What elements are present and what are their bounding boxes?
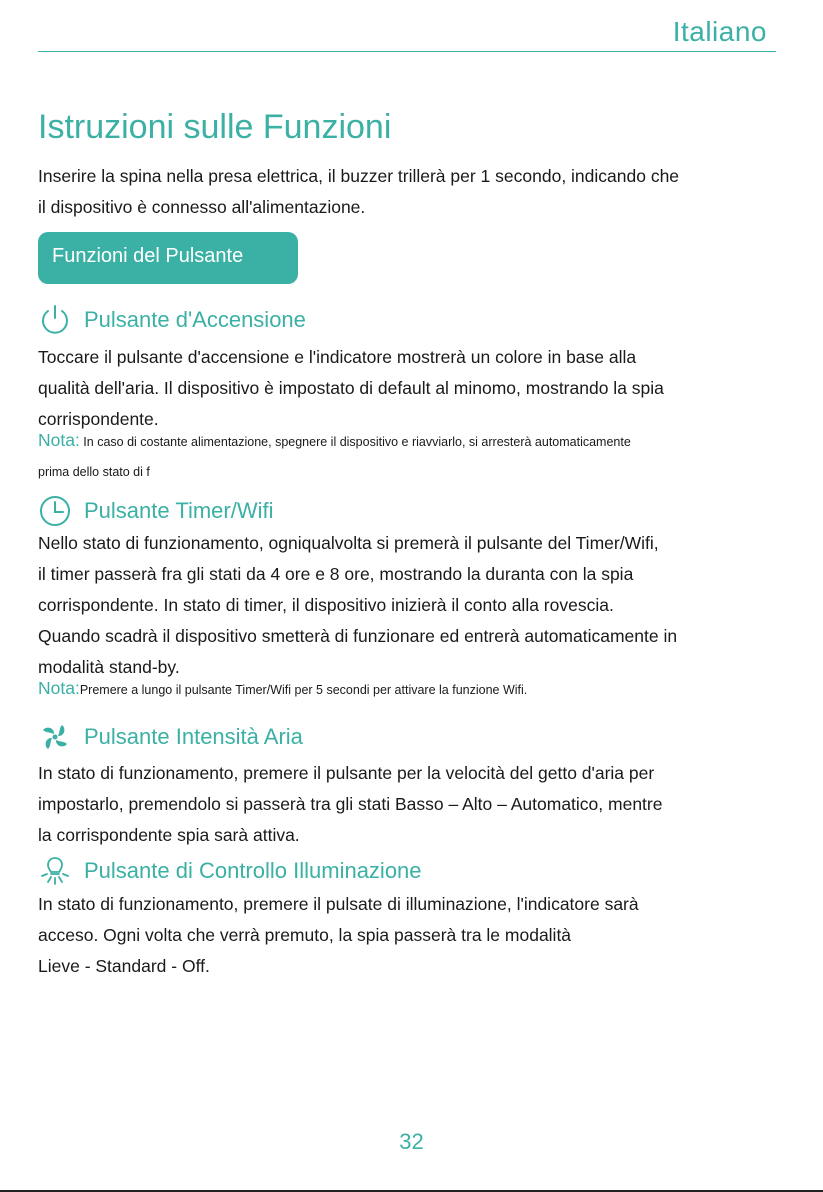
header-language: Italiano xyxy=(672,16,767,47)
timer-note xyxy=(38,673,808,705)
clock-icon xyxy=(38,494,72,528)
light-paragraph xyxy=(38,889,783,982)
power-paragraph xyxy=(38,342,783,435)
timer-line: il timer passerà fra gli stati da 4 ore e 8 ore, mostrando la duranta con la spia xyxy=(38,564,634,584)
light-bulb-icon xyxy=(38,854,72,888)
power-note-text: In caso di costante alimentazione, spegnere il dispositivo e riavviarlo, si arresterà automaticamente xyxy=(79,435,631,449)
fan-line: la corrispondente spia sarà attiva. xyxy=(38,825,300,845)
fan-paragraph xyxy=(38,758,783,851)
header-divider xyxy=(38,51,776,52)
timer-line: corrispondente. In stato di timer, il dispositivo inizierà il conto alla rovescia. xyxy=(38,595,614,615)
fan-icon xyxy=(38,720,72,754)
timer-note-text: Premere a lungo il pulsante Timer/Wifi per 5 secondi per attivare la funzione Wifi. xyxy=(79,683,528,697)
light-title: Pulsante di Controllo Illuminazione xyxy=(84,858,422,883)
intro-line: Inserire la spina nella presa elettrica, il buzzer trillerà per 1 secondo, indicando che xyxy=(38,166,680,186)
light-line: In stato di funzionamento, premere il pulsate di illuminazione, l'indicatore sarà xyxy=(38,894,639,914)
power-title: Pulsante d'Accensione xyxy=(84,307,306,332)
page-title: Istruzioni sulle Funzioni xyxy=(38,108,392,146)
light-line: acceso. Ogni volta che verrà premuto, la spia passerà tra le modalità xyxy=(38,925,572,945)
light-line: Lieve - Standard - Off. xyxy=(38,956,210,976)
section-pill: Funzioni del Pulsante xyxy=(38,232,298,284)
fan-heading xyxy=(38,720,303,754)
page-number: 32 xyxy=(399,1129,424,1154)
timer-note-label: Nota: xyxy=(38,678,80,698)
timer-line: Nello stato di funzionamento, ogniqualvolta si premerà il pulsante del Timer/Wifi, xyxy=(38,533,659,553)
timer-paragraph xyxy=(38,528,783,683)
timer-line: modalità stand-by. xyxy=(38,657,180,677)
power-note-label: Nota: xyxy=(38,430,80,450)
power-line: corrispondente. xyxy=(38,409,159,429)
power-line: Toccare il pulsante d'accensione e l'indicatore mostrerà un colore in base alla xyxy=(38,347,637,367)
light-heading xyxy=(38,854,422,888)
intro-paragraph xyxy=(38,161,783,223)
timer-line: Quando scadrà il dispositivo smetterà di funzionare ed entrerà automaticamente in xyxy=(38,626,678,646)
power-line: qualità dell'aria. Il dispositivo è impostato di default al minomo, mostrando la spia xyxy=(38,378,664,398)
power-note xyxy=(38,425,808,487)
fan-line: In stato di funzionamento, premere il pulsante per la velocità del getto d'aria per xyxy=(38,763,655,783)
intro-line: il dispositivo è connesso all'alimentazione. xyxy=(38,197,366,217)
power-icon xyxy=(38,303,72,337)
timer-title: Pulsante Timer/Wifi xyxy=(84,498,274,523)
power-note-text-2: prima dello stato di f xyxy=(38,465,150,479)
timer-heading xyxy=(38,494,274,528)
fan-line: impostarlo, premendolo si passerà tra gli stati Basso – Alto – Automatico, mentre xyxy=(38,794,663,814)
power-heading xyxy=(38,303,306,337)
fan-title: Pulsante Intensità Aria xyxy=(84,724,303,749)
